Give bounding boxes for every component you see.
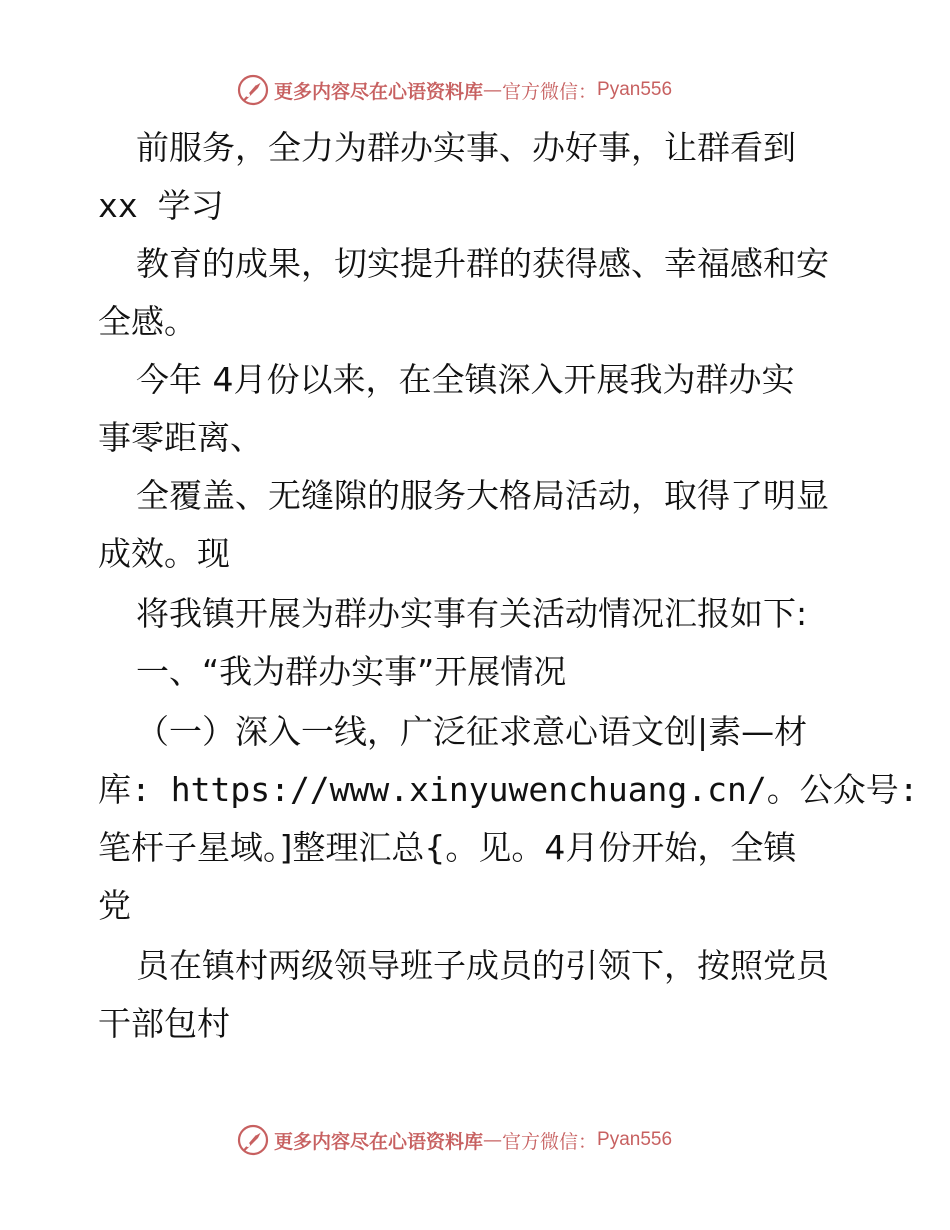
header-banner (236, 72, 672, 108)
text-line: 库: https://www.xinyuwenchuang.cn/。公众号: (98, 770, 919, 809)
text-line: 今年 4月份以来，在全镇深入开展我为群办实 (136, 360, 795, 399)
text-line: 笔杆子星域。]整理汇总{。见。4月份开始，全镇 (98, 828, 797, 867)
text-line: xx 学习 (98, 186, 224, 225)
text-line: 干部包村 (98, 1004, 230, 1043)
footer-separator: — (483, 1129, 503, 1151)
section-heading: 一、“我为群办实事”开展情况 (136, 652, 567, 691)
text-line: 全感。 (98, 302, 197, 341)
footer-brand-text: 更多内容尽在心语资料库 (274, 1130, 484, 1153)
footer-wechat-label: 官方微信： (502, 1130, 598, 1153)
text-line: 教育的成果，切实提升群的获得感、幸福感和安 (136, 244, 829, 283)
text-line: 员在镇村两级领导班子成员的引领下，按照党员 (136, 946, 829, 985)
pen-nib-logo-icon (236, 73, 270, 107)
header-separator: — (483, 79, 503, 101)
text-line: 全覆盖、无缝隙的服务大格局活动，取得了明显 (136, 476, 829, 515)
text-line: 党 (98, 886, 131, 925)
pen-nib-logo-icon (236, 1123, 270, 1157)
text-line: 成效。现 (98, 534, 230, 573)
text-line: 将我镇开展为群办实事有关活动情况汇报如下: (136, 594, 808, 633)
header-wechat-id: Pyan556 (597, 79, 673, 100)
footer-wechat-id: Pyan556 (597, 1129, 673, 1150)
header-brand-text: 更多内容尽在心语资料库 (274, 80, 484, 103)
text-line: （一）深入一线，广泛征求意心语文创|素—材 (136, 712, 808, 751)
text-line: 事零距离、 (98, 418, 263, 457)
text-line: 前服务，全力为群办实事、办好事，让群看到 (136, 128, 796, 167)
header-wechat-label: 官方微信： (502, 80, 598, 103)
footer-banner (236, 1122, 672, 1158)
